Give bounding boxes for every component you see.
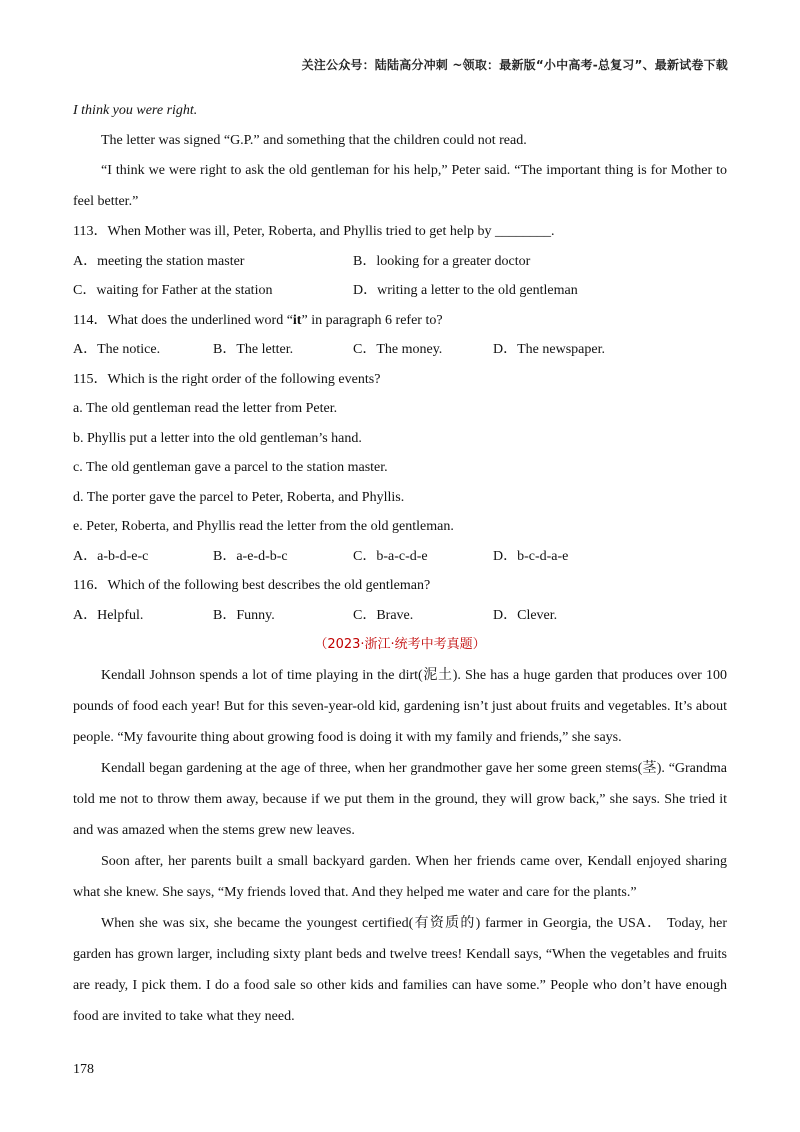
option-b: B．looking for a greater doctor (353, 253, 531, 269)
question-113-options-row-1 (73, 247, 727, 277)
page-header: 关注公众号：陆陆高分冲刺 ~领取：最新版“小中高考-总复习”、最新试卷下载 (301, 58, 728, 72)
option-c: C．The money. (353, 342, 443, 357)
question-116-stem: 116．Which of the following best describes the old gentleman? (73, 578, 431, 593)
option-c: C．waiting for Father at the station (73, 283, 273, 298)
question-115-options (73, 542, 727, 572)
option-d: D．writing a letter to the old gentleman (353, 283, 578, 298)
question-113-stem: 113．When Mother was ill, Peter, Roberta, and Phyllis tried to get help by ________. (73, 224, 555, 239)
option-b: B．Funny. (213, 607, 275, 623)
story-line: I think you were right. (73, 103, 198, 118)
event-item: c. The old gentleman gave a parcel to the station master. (73, 460, 388, 475)
passage-paragraph: Kendall Johnson spends a lot of time playing in the dirt(泥土). She has a huge garden that produces over 100 pounds of food each year! But for this seven-year-old kid, gardening isn’t just about fruits and vegetables. It’s about people. “My favourite thing about growing food is doing it with my family and friends,” she says. (73, 668, 727, 745)
passage-paragraph: When she was six, she became the youngest certified(有资质的) farmer in Georgia, the USA． Today, her garden has grown larger, including sixty plant beds and twelve trees! Kendall says, “When the vegetables and fruits are ready, I pick them. I do a food sale so other kids and families can have some.” People who don’t have enough food are invited to take what they need. (73, 916, 727, 1024)
event-item: d. The porter gave the parcel to Peter, Roberta, and Phyllis. (73, 489, 405, 505)
option-d: D．The newspaper. (493, 342, 605, 357)
question-113-options-row-2 (73, 276, 727, 306)
option-b: B．a-e-d-b-c (213, 548, 288, 564)
question-116-options (73, 601, 727, 631)
story-paragraph: “I think we were right to ask the old gentleman for his help,” Peter said. “The important thing is for Mother to feel better.” (73, 163, 727, 209)
passage-paragraph: Soon after, her parents built a small backyard garden. When her friends came over, Kendall enjoyed sharing what she knew. She says, “My friends loved that. And they helped me water and care for the plants.” (73, 854, 727, 900)
stem-text: 114．What does the underlined word “ (73, 312, 293, 328)
question-114-options (73, 335, 727, 365)
underlined-word: it (292, 312, 302, 328)
section-source-title: （2023·浙江·统考中考真题） (314, 637, 486, 652)
page-number: 178 (73, 1062, 94, 1077)
option-a: A．The notice. (73, 342, 161, 357)
passage-paragraph: Kendall began gardening at the age of three, when her grandmother gave her some green stems(茎). “Grandma told me not to throw them away, because if we put them in the ground, they will grow back,” she says. She tried it and was amazed when the stems grew new leaves. (73, 761, 727, 838)
option-a: A．Helpful. (73, 607, 144, 623)
event-item: a. The old gentleman read the letter from Peter. (73, 401, 338, 416)
option-c: C．b-a-c-d-e (353, 548, 428, 564)
option-d: D．b-c-d-a-e (493, 548, 569, 564)
story-line: The letter was signed “G.P.” and something that the children could not read. (101, 132, 527, 148)
option-b: B．The letter. (213, 342, 294, 357)
stem-text: ” in paragraph 6 refer to? (301, 312, 443, 328)
question-115-stem: 115．Which is the right order of the following events? (73, 371, 381, 387)
option-c: C．Brave. (353, 607, 414, 623)
option-d: D．Clever. (493, 607, 558, 623)
option-a: A．a-b-d-e-c (73, 548, 149, 564)
question-114-stem (73, 306, 727, 336)
event-item: e. Peter, Roberta, and Phyllis read the letter from the old gentleman. (73, 519, 454, 534)
option-a: A．meeting the station master (73, 253, 245, 269)
event-item: b. Phyllis put a letter into the old gentleman’s hand. (73, 430, 362, 446)
page-content (73, 96, 727, 1032)
